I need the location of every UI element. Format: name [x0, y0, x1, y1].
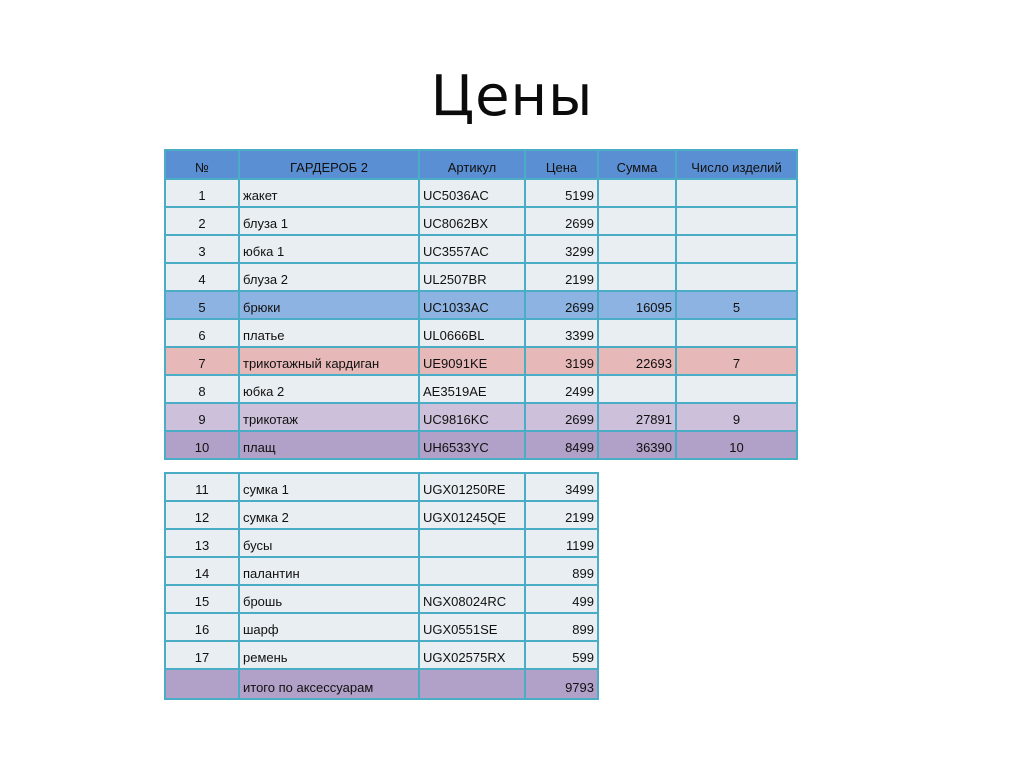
cell-count	[676, 263, 797, 291]
table-header-row	[165, 150, 797, 179]
cell-name: блуза 2	[239, 263, 419, 291]
cell-name: брошь	[239, 585, 419, 613]
header-number: №	[165, 150, 239, 179]
cell-sum	[598, 375, 676, 403]
cell-name: ремень	[239, 641, 419, 669]
cell-sku: UH6533YC	[419, 431, 525, 459]
table-row-highlighted	[165, 403, 797, 431]
cell-sum: 27891	[598, 403, 676, 431]
table-row	[165, 473, 598, 501]
table-row	[165, 319, 797, 347]
cell-name: бусы	[239, 529, 419, 557]
cell-sku: NGX08024RC	[419, 585, 525, 613]
cell-number: 15	[165, 585, 239, 613]
header-price: Цена	[525, 150, 598, 179]
cell-price: 5199	[525, 179, 598, 207]
table-row	[165, 375, 797, 403]
table-row-highlighted	[165, 347, 797, 375]
cell-number	[165, 669, 239, 699]
cell-number: 12	[165, 501, 239, 529]
cell-sku: UC8062BX	[419, 207, 525, 235]
cell-price: 2699	[525, 207, 598, 235]
cell-sum	[598, 319, 676, 347]
cell-name: трикотажный кардиган	[239, 347, 419, 375]
header-sum: Сумма	[598, 150, 676, 179]
cell-count	[676, 179, 797, 207]
cell-price: 599	[525, 641, 598, 669]
header-sku: Артикул	[419, 150, 525, 179]
cell-sum	[598, 235, 676, 263]
cell-sku: UC3557AC	[419, 235, 525, 263]
cell-number: 6	[165, 319, 239, 347]
cell-name: юбка 2	[239, 375, 419, 403]
cell-sku: UC1033AC	[419, 291, 525, 319]
cell-sku: UC5036AC	[419, 179, 525, 207]
cell-name: сумка 2	[239, 501, 419, 529]
cell-count	[676, 235, 797, 263]
table-row	[165, 557, 598, 585]
cell-count: 9	[676, 403, 797, 431]
cell-sku: UGX01250RE	[419, 473, 525, 501]
table-row	[165, 501, 598, 529]
total-row	[165, 669, 598, 699]
cell-number: 11	[165, 473, 239, 501]
cell-number: 4	[165, 263, 239, 291]
cell-name: сумка 1	[239, 473, 419, 501]
cell-sum: 22693	[598, 347, 676, 375]
cell-price: 499	[525, 585, 598, 613]
cell-number: 3	[165, 235, 239, 263]
table-row	[165, 235, 797, 263]
cell-price: 8499	[525, 431, 598, 459]
cell-sku: UL2507BR	[419, 263, 525, 291]
table-row	[165, 613, 598, 641]
cell-number: 2	[165, 207, 239, 235]
cell-price: 2699	[525, 291, 598, 319]
table-row	[165, 263, 797, 291]
cell-name: платье	[239, 319, 419, 347]
cell-number: 13	[165, 529, 239, 557]
cell-price: 899	[525, 613, 598, 641]
cell-name: блуза 1	[239, 207, 419, 235]
cell-number: 5	[165, 291, 239, 319]
cell-sku: AE3519AE	[419, 375, 525, 403]
cell-price: 899	[525, 557, 598, 585]
cell-sku: UGX02575RX	[419, 641, 525, 669]
cell-sku: UE9091KE	[419, 347, 525, 375]
table-row	[165, 529, 598, 557]
table-row	[165, 585, 598, 613]
cell-count	[676, 319, 797, 347]
table-row-highlighted	[165, 431, 797, 459]
cell-price: 3499	[525, 473, 598, 501]
cell-name: трикотаж	[239, 403, 419, 431]
cell-sku	[419, 529, 525, 557]
cell-price: 1199	[525, 529, 598, 557]
cell-sku: UC9816KC	[419, 403, 525, 431]
cell-price: 2199	[525, 501, 598, 529]
cell-count	[676, 375, 797, 403]
table-row	[165, 179, 797, 207]
cell-sku: UL0666BL	[419, 319, 525, 347]
cell-sum	[598, 179, 676, 207]
cell-price: 3199	[525, 347, 598, 375]
cell-number: 9	[165, 403, 239, 431]
cell-number: 8	[165, 375, 239, 403]
cell-sum: 16095	[598, 291, 676, 319]
cell-price: 2199	[525, 263, 598, 291]
cell-number: 16	[165, 613, 239, 641]
total-price: 9793	[525, 669, 598, 699]
header-wardrobe: ГАРДЕРОБ 2	[239, 150, 419, 179]
cell-count: 5	[676, 291, 797, 319]
cell-name: плащ	[239, 431, 419, 459]
cell-sum	[598, 207, 676, 235]
cell-number: 1	[165, 179, 239, 207]
wardrobe-price-table	[164, 149, 798, 460]
total-label: итого по аксессуарам	[239, 669, 419, 699]
cell-price: 3299	[525, 235, 598, 263]
cell-count: 10	[676, 431, 797, 459]
cell-sum	[598, 263, 676, 291]
cell-number: 14	[165, 557, 239, 585]
cell-number: 10	[165, 431, 239, 459]
cell-count: 7	[676, 347, 797, 375]
cell-number: 7	[165, 347, 239, 375]
cell-price: 2699	[525, 403, 598, 431]
cell-name: палантин	[239, 557, 419, 585]
cell-price: 3399	[525, 319, 598, 347]
cell-sku	[419, 557, 525, 585]
slide-title: Цены	[430, 64, 594, 129]
cell-name: юбка 1	[239, 235, 419, 263]
cell-sum: 36390	[598, 431, 676, 459]
table-row	[165, 641, 598, 669]
table-row	[165, 207, 797, 235]
cell-name: жакет	[239, 179, 419, 207]
cell-name: брюки	[239, 291, 419, 319]
cell-price: 2499	[525, 375, 598, 403]
cell-sku: UGX0551SE	[419, 613, 525, 641]
table-row-highlighted	[165, 291, 797, 319]
cell-sku: UGX01245QE	[419, 501, 525, 529]
cell-name: шарф	[239, 613, 419, 641]
header-item-count: Число изделий	[676, 150, 797, 179]
cell-number: 17	[165, 641, 239, 669]
cell-count	[676, 207, 797, 235]
accessories-price-table	[164, 472, 599, 700]
cell-sku	[419, 669, 525, 699]
